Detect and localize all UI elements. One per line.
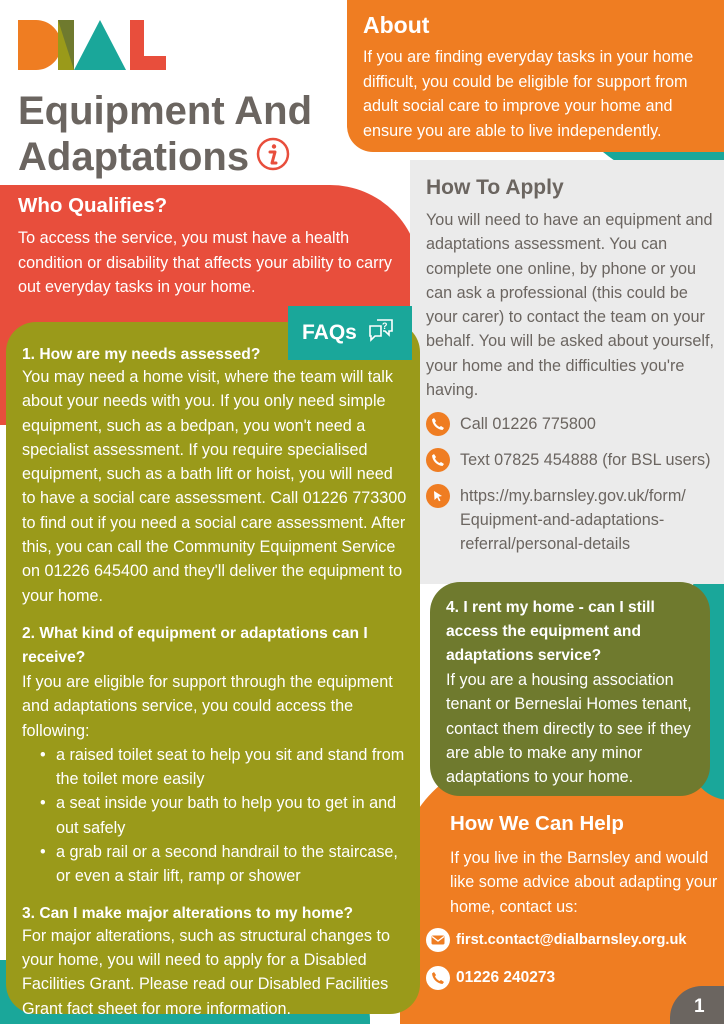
help-email-link[interactable]	[426, 928, 724, 952]
cursor-icon	[426, 484, 450, 508]
faq-q1-answer: You may need a home visit, where the team will talk about your needs with you. If you only need simple equipment, such as a bedpan, you won't need a specialist assessment. If you require specialised equipment, such as a bath lift or hoist, you will need to have a social care assessment. Call 01226 773300 to find out if you need a social care assessment. After this, you can call the Community Equipment Service on 01226 645400 and they'll deliver the equipment to your home.	[22, 368, 407, 605]
help-heading: How We Can Help	[450, 812, 624, 835]
help-phone: 01226 240273	[456, 969, 556, 986]
faq-q3-question: 3. Can I make major alterations to my home?	[22, 904, 354, 922]
phone-icon	[426, 966, 450, 990]
title-line-1: Equipment And	[18, 89, 313, 133]
phone-icon	[426, 412, 450, 436]
help-email: first.contact@dialbarnsley.org.uk	[456, 932, 687, 948]
apply-contact-call-text: Call 01226 775800	[460, 415, 596, 434]
faq-q1-question: 1. How are my needs assessed?	[22, 346, 261, 363]
faq-q2	[22, 622, 410, 889]
faq-q1	[22, 344, 410, 608]
svg-text:?: ?	[381, 321, 388, 331]
how-to-apply-box	[410, 160, 724, 584]
help-contacts	[426, 928, 724, 1004]
info-icon	[255, 136, 291, 182]
list-item: • a raised toilet seat to help you sit and stand from the toilet more easily	[40, 743, 410, 792]
list-item: • a grab rail or a second handrail to the staircase, or even a stair lift, ramp or shower	[40, 840, 410, 889]
phone-icon	[426, 448, 450, 472]
dial-logo	[18, 20, 168, 70]
page-number: 1	[670, 986, 724, 1024]
faq-q2-list	[40, 743, 410, 889]
title-line-2: Adaptations	[18, 135, 250, 179]
faq-q4-question: 4. I rent my home - can I still access the equipment and adaptations service?	[446, 599, 655, 664]
faq-q3	[22, 903, 410, 1021]
help-phone-link[interactable]	[426, 966, 724, 990]
how-we-can-help-section	[430, 812, 724, 919]
apply-contact-url[interactable]	[426, 484, 714, 556]
help-text: If you live in the Barnsley and would like some advice about adapting your home, contact us:	[450, 849, 718, 916]
apply-contact-list	[426, 412, 714, 556]
about-text: If you are finding everyday tasks in your home difficult, you could be eligible for support from adult social care to improve your home and ensure you are able to live independently.	[363, 48, 694, 140]
faq-q4-box	[430, 582, 710, 796]
apply-heading: How To Apply	[426, 176, 564, 199]
faqs-label: FAQs	[302, 321, 357, 344]
page-title	[18, 88, 338, 182]
about-box	[347, 0, 724, 152]
speech-bubble-icon	[367, 317, 395, 349]
who-qualifies-section	[18, 194, 398, 300]
who-text: To access the service, you must have a health condition or disability that affects your ability to carry out everyday tasks in your home.	[18, 229, 392, 296]
apply-contact-text-text: Text 07825 454888 (for BSL users)	[460, 451, 711, 470]
faq-block	[6, 322, 420, 1018]
faq-q3-answer: For major alterations, such as structural changes to your home, you will need to apply for a Disabled Facilities Grant. Please read our Disabled Facilities Grant fact sheet for more information.	[22, 926, 390, 1018]
about-heading: About	[363, 12, 430, 38]
who-heading: Who Qualifies?	[18, 194, 168, 217]
apply-contact-url-text: https://my.barnsley.gov.uk/form/ Equipment-and-adaptations- referral/personal-details	[460, 487, 686, 554]
email-icon	[426, 928, 450, 952]
faq-q2-answer: If you are eligible for support through the equipment and adaptations service, you could access the following:	[22, 672, 393, 740]
apply-contact-call[interactable]	[426, 412, 714, 436]
apply-contact-text[interactable]	[426, 448, 714, 472]
list-item: • a seat inside your bath to help you to get in and out safely	[40, 791, 410, 840]
faqs-tag	[288, 306, 412, 360]
faq-q2-question: 2. What kind of equipment or adaptations can I receive?	[22, 624, 368, 666]
faq-q4-answer: If you are a housing association tenant or Berneslai Homes tenant, contact them directly to see if they are able to make any minor adaptations to your home.	[446, 671, 692, 787]
apply-text: You will need to have an equipment and adaptations assessment. You can complete one online, by phone or you can ask a professional (this could be your carer) to contact the team on your behalf. You will be asked about yourself, your home and the difficulties you're having.	[426, 211, 714, 400]
